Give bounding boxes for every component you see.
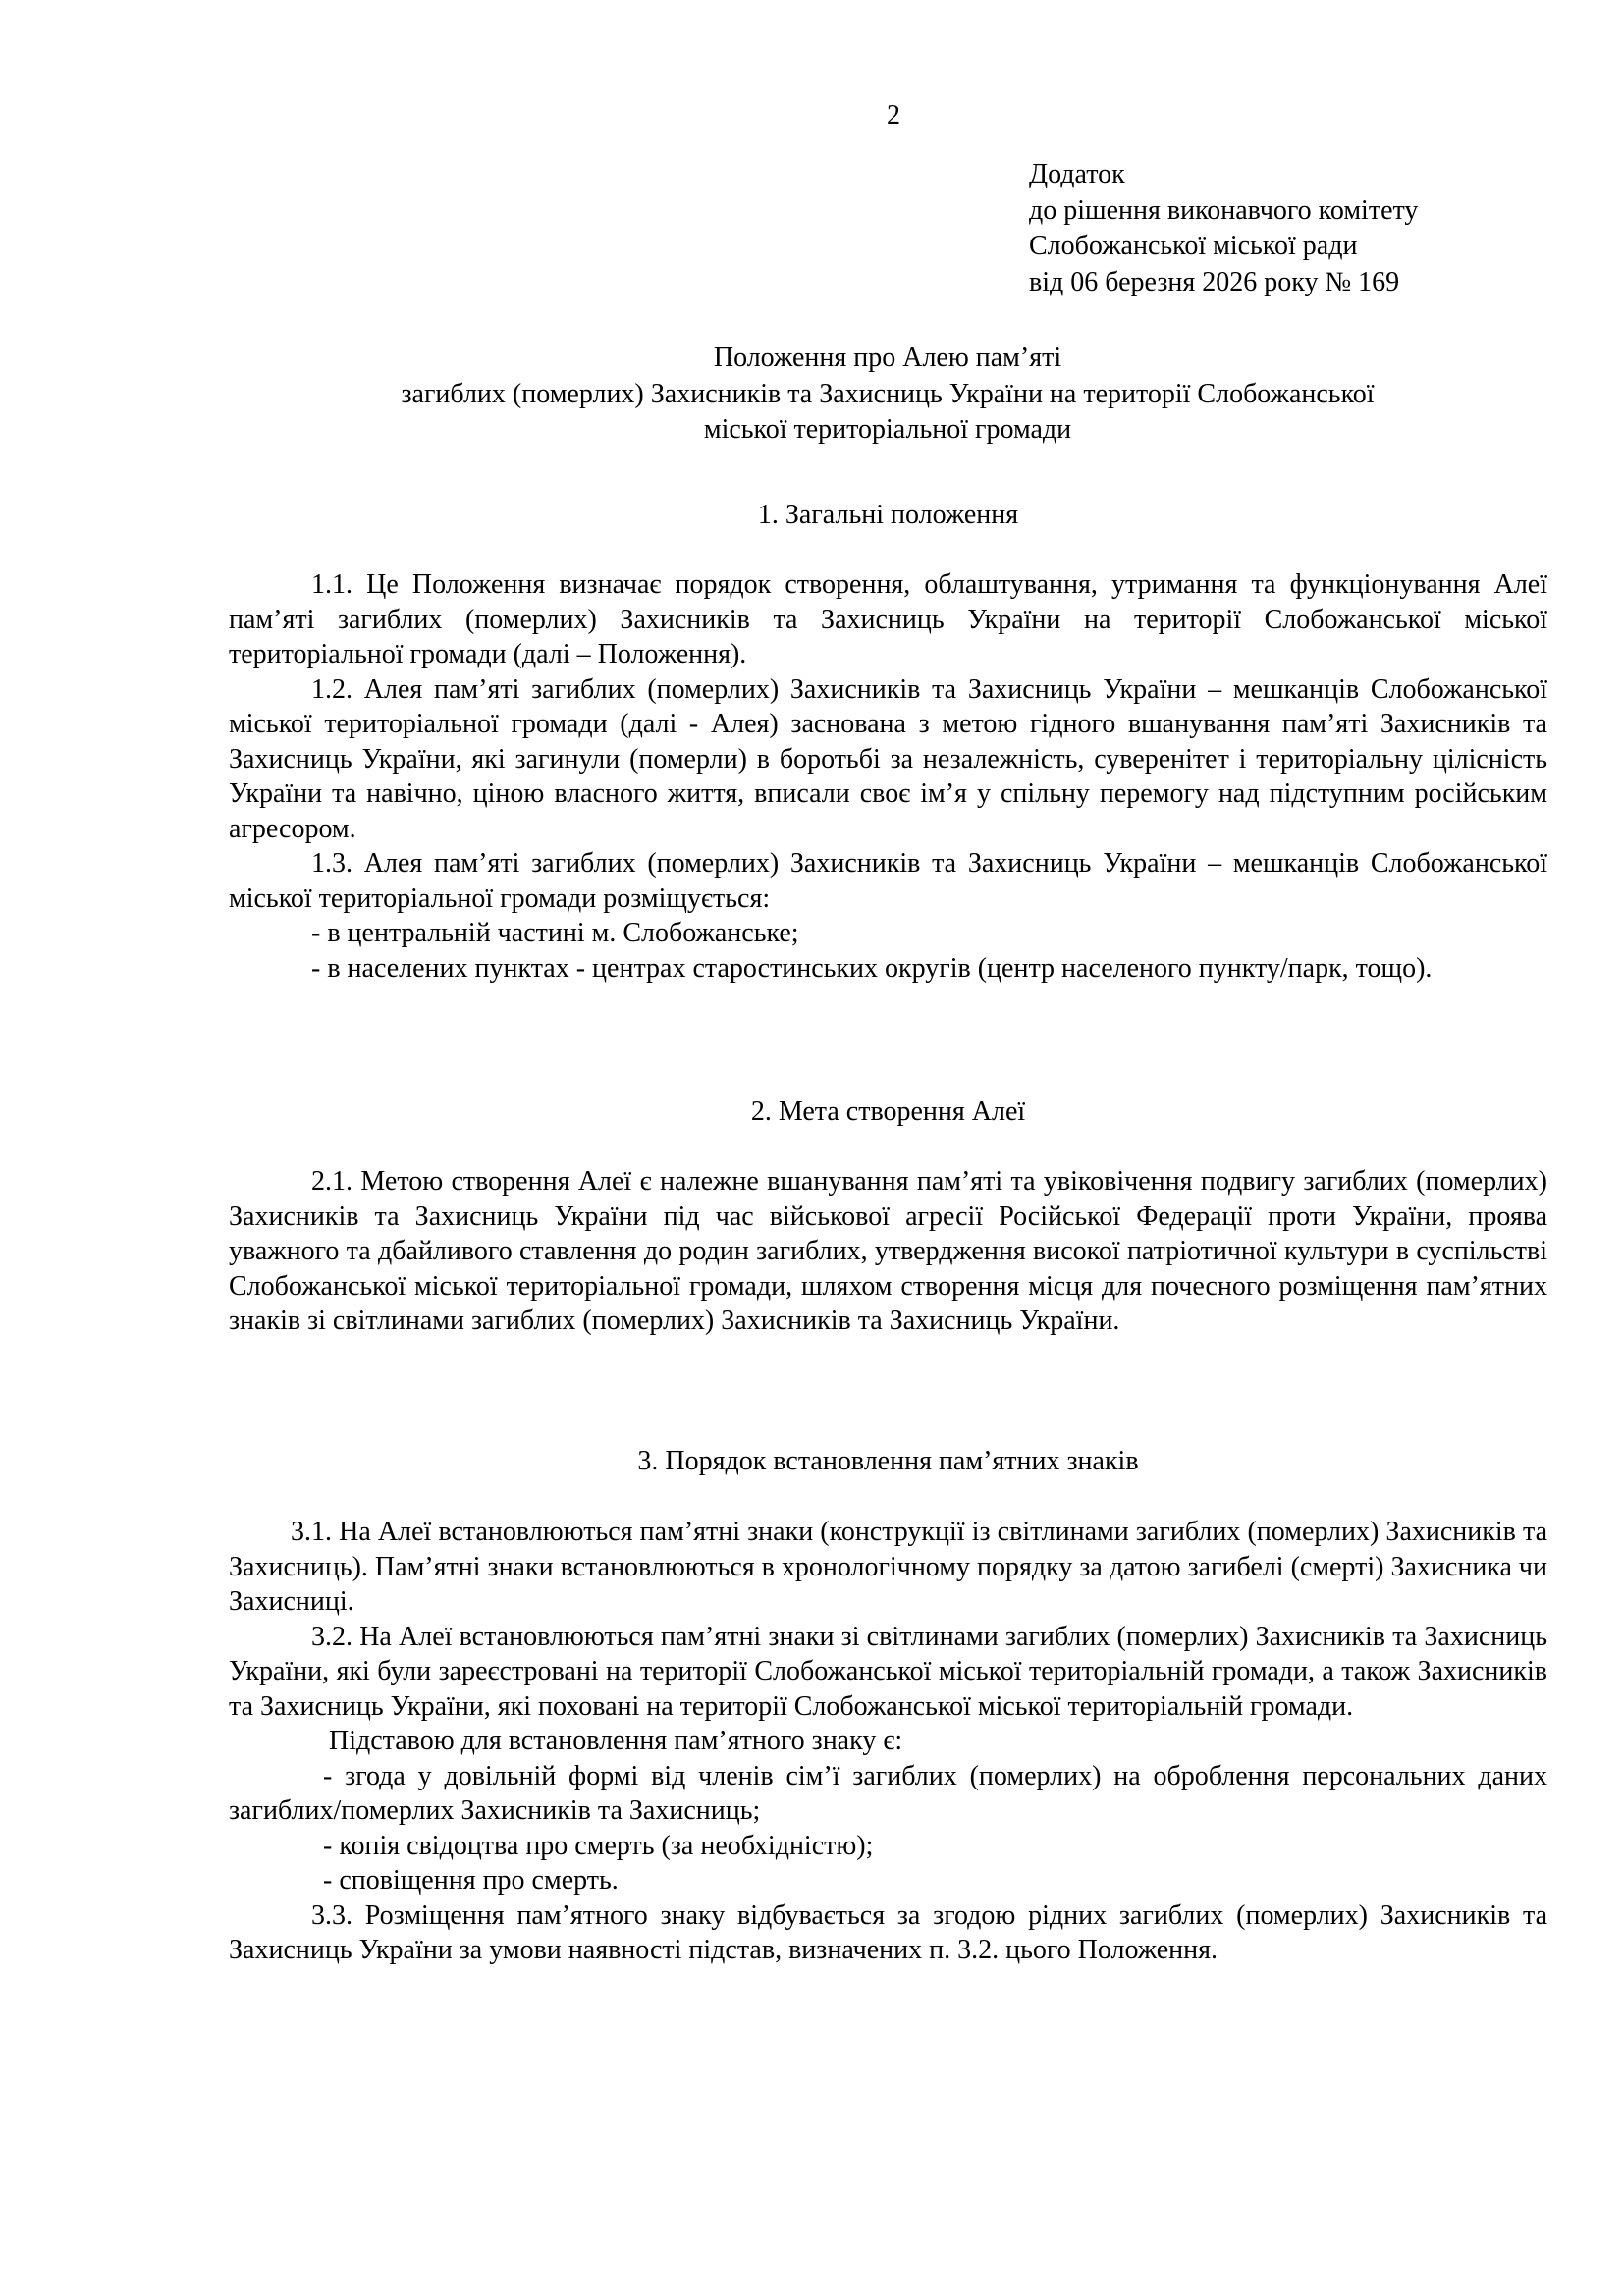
section-1 xyxy=(229,498,1547,533)
paragraph-3-3: 3.3. Розміщення пам’ятного знаку відбувається за згодою рідних загиблих (померлих) Захисників та Захисниць України за умови наявності підстав, визначених п. 3.2. цього Положення. xyxy=(229,1899,1547,1965)
section-2-body xyxy=(229,1164,1547,1339)
paragraph-1-1: 1.1. Це Положення визначає порядок створення, облаштування, утримання та функціонування Алеї пам’яті загиблих (померлих) Захисників та Захисниць України на території Слобожанської міської територіальної громади (далі – Положення). xyxy=(229,569,1547,669)
paragraph-3-2: 3.2. На Алеї встановлюються пам’ятні знаки зі світлинами загиблих (померлих) Захисників та Захисниць України, які були зареєстровані на території Слобожанської міської територіальній громади, а також Захисників та Захисниць України, які поховані на території Слобожанської міської територіальній громади. xyxy=(229,1621,1547,1722)
addendum-block xyxy=(1029,157,1418,300)
section-heading: 3. Порядок встановлення пам’ятних знаків xyxy=(637,1446,1139,1476)
list-item: - в центральній частині м. Слобожанське; xyxy=(311,918,799,948)
addendum-date-number: від 06 березня 2026 року № 169 xyxy=(1029,266,1400,297)
list-item: - в населених пунктах - центрах старостинських округів (центр населеного пункту/парк, тощо). xyxy=(311,952,1433,984)
addendum-council: Слобожанської міської ради xyxy=(1029,231,1358,261)
list-item: - сповіщення про смерть. xyxy=(323,1865,619,1896)
section-heading: 2. Мета створення Алеї xyxy=(750,1096,1026,1127)
section-2 xyxy=(229,1095,1547,1130)
section-1-body xyxy=(229,567,1547,986)
paragraph-2-1: 2.1. Метою створення Алеї є належне вшанування пам’яті та увіковічення подвигу загиблих (померлих) Захисників та Захисниць України під час військової агресії Російської Федерації проти України, проява уважного та дбайливого ставлення до родин загиблих, утвердження високої патріотичної культури в суспільстві Слобожанської міської територіальної громади, шляхом створення місця для почесного розміщення пам’ятних знаків зі світлинами загиблих (померлих) Захисників та Захисниць України. xyxy=(229,1166,1547,1336)
title-line-3: міської територіальної громади xyxy=(703,414,1072,445)
section-3-body xyxy=(229,1515,1547,1968)
list-item: - згода у довільній формі від членів сім’ї загиблих (померлих) на оброблення персональних даних загиблих/померлих Захисників та Захисниць; xyxy=(229,1760,1547,1826)
paragraph-1-2: 1.2. Алея пам’яті загиблих (померлих) Захисників та Захисниць України – мешканців Слобожанської міської територіальної громади (далі - Алея) заснована з метою гідного вшанування пам’яті Захисників та Захисниць України, які загинули (померли) в боротьбі за незалежність, суверенітет і територіальну цілісність України та навічно, ціною власного життя, вписали своє ім’я у спільну перемогу над підступним російським агресором. xyxy=(229,673,1547,844)
document-title xyxy=(229,341,1546,449)
title-line-1: Положення про Алею пам’яті xyxy=(713,343,1062,373)
section-heading: 1. Загальні положення xyxy=(757,500,1019,530)
title-line-2: загиблих (померлих) Захисників та Захисниць України на території Слобожанської xyxy=(401,378,1375,409)
paragraph-basis: Підставою для встановлення пам’ятного знаку є: xyxy=(329,1726,903,1756)
section-3 xyxy=(229,1444,1547,1479)
addendum-label: Додаток xyxy=(1029,159,1125,189)
paragraph-3-1: 3.1. На Алеї встановлюються пам’ятні знаки (конструкції із світлинами загиблих (померлих) Захисників та Захисниць). Пам’ятні знаки встановлюються в хронологічному порядку за датою загибелі (смерті) Захисника чи Захисниці. xyxy=(229,1517,1547,1617)
paragraph-1-3: 1.3. Алея пам’яті загиблих (померлих) Захисників та Захисниць України – мешканців Слобожанської міської територіальної громади розміщується: xyxy=(229,848,1547,914)
addendum-decision: до рішення виконавчого комітету xyxy=(1029,194,1419,226)
page-number: 2 xyxy=(887,100,900,131)
list-item: - копія свідоцтва про смерть (за необхідністю); xyxy=(323,1830,874,1861)
